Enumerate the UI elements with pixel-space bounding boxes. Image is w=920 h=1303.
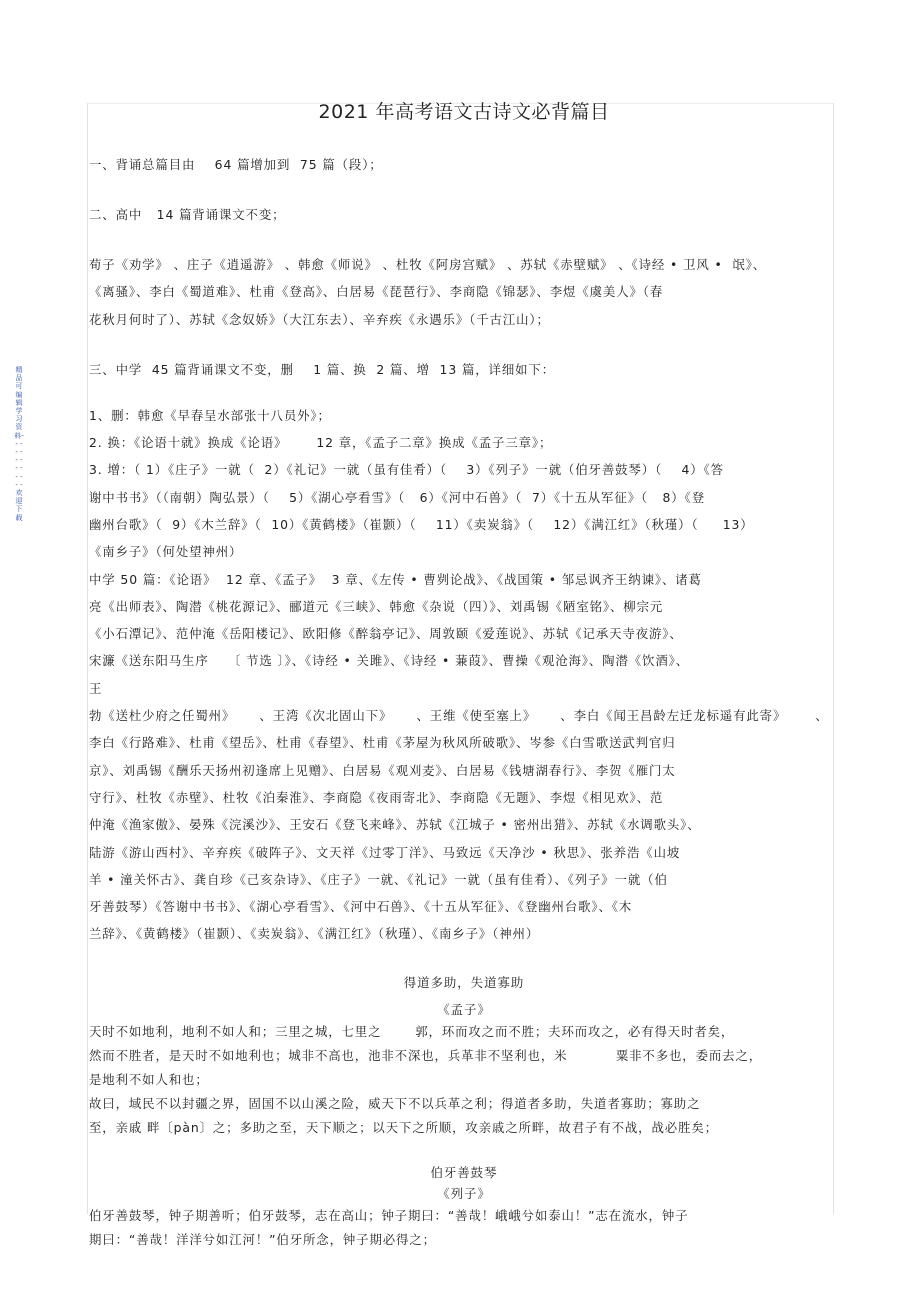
list-line: 陆游《游山西村》、辛弃疾《破阵子》、文天祥《过零丁洋》、马致远《天净沙 • 秋思》、张养浩《山坡 [89, 844, 681, 860]
document-title: 2021 年高考语文古诗文必背篇目 [318, 101, 610, 123]
list-line: 王 [89, 680, 103, 696]
section-1-text: 一、背诵总篇目由 64 篇增加到 75 篇（段）； [89, 157, 383, 172]
classic-line: 然而不胜者，是天时不如地利也；城非不高也，池非不深也，兵革非不坚利也，米 粟非不多也，委而去之， [89, 1047, 763, 1063]
classic-author: 《孟子》 [437, 1001, 491, 1017]
classic-line: 期曰：“善哉！洋洋兮如江河！”伯牙所念，钟子期必得之； [89, 1231, 436, 1247]
classic-line: 故曰，域民不以封疆之界，固国不以山溪之险，威天下不以兵革之利；得道者多助，失道者寡助；寡助之 [89, 1095, 701, 1111]
classic-text-liezi [89, 1162, 839, 1252]
document-body [89, 97, 839, 1252]
list-line: 荀子《劝学》 、庄子《逍遥游》 、韩愈《师说》 、杜牧《阿房宫赋》 、苏轼《赤壁赋》 、《诗经 • 卫风 • 氓》、 [89, 256, 767, 272]
list-line: 中学 50 篇：《论语》 12 章、《孟子》 3 章、《左传 • 曹刿论战》、《战国策 • 邹忌讽齐王纳谏》、诸葛 [89, 571, 702, 587]
list-line: 《离骚》、李白《蜀道难》、杜甫《登高》、白居易《琵琶行》、李商隐《锦瑟》、李煜《虞美人》（春 [89, 284, 664, 300]
list-line: 3. 增：（ 1）《庄子》一就（ 2）《礼记》一就（虽有佳肴）（ 3）《列子》一就（伯牙善鼓琴）（ 4）《答 [89, 462, 724, 478]
list-line: 仲淹《渔家傲》、晏殊《浣溪沙》、王安石《登飞来峰》、苏轼《江城子 • 密州出猎》、苏轼《水调歌头》、 [89, 817, 701, 833]
classic-title: 得道多助，失道寡助 [403, 974, 525, 990]
classic-text-mengzi [89, 972, 839, 1140]
side-watermark-note: 精品可编辑学习资料- - - - - - - - - - - - - 欢迎下载 [14, 366, 24, 522]
classic-line: 伯牙善鼓琴，钟子期善听；伯牙鼓琴，志在高山；钟子期曰：“善哉！峨峨兮如泰山！”志在流水，钟子 [89, 1207, 689, 1223]
list-line: 宋濂《送东阳马生序 〔 节选 〕》、《诗经 • 关雎》、《诗经 • 蒹葭》、曹操《观沧海》、陶潜《饮酒》、 [89, 653, 689, 669]
classic-line: 是地利不如人和也； [89, 1071, 209, 1087]
list-line: 守行》、杜牧《赤壁》、杜牧《泊秦淮》、李商隐《夜雨寄北》、李商隐《无题》、李煜《相见欢》、范 [89, 789, 664, 805]
middle-school-list [89, 402, 839, 948]
list-line: 兰辞》、《黄鹤楼》（崔颢）、《卖炭翁》、《满江红》（秋瑾）、《南乡子》（神州） [89, 926, 540, 942]
section-2-text: 二、高中 14 篇背诵课文不变； [89, 206, 286, 222]
classic-line: 至，亲戚 畔〔pàn〕之；多助之至，天下顺之；以天下之所顺，攻亲戚之所畔，故君子有不战，战必胜矣； [89, 1119, 718, 1135]
list-line: 李白《行路难》、杜甫《望岳》、杜甫《春望》、杜甫《茅屋为秋风所破歌》、岑参《白雪歌送武判官归 [89, 735, 676, 751]
list-line: 花秋月何时了）、苏轼《念奴娇》（大江东去）、辛弃疾《永遇乐》（千古江山）； [89, 312, 550, 328]
list-line: 《南乡子》（何处望神州） [89, 544, 243, 560]
list-line: 谢中书书》（（南朝）陶弘景）（ 5）《湖心亭看雪》（ 6）《河中石兽》（ 7）《十五从军征》（ 8）《登 [89, 489, 705, 505]
list-line: 2. 换：《论语十就》换成《论语》 12 章，《孟子二章》换成《孟子三章》； [89, 435, 553, 451]
list-line: 亮《出师表》、陶潜《桃花源记》、郦道元《三峡》、韩愈《杂说（四）》、刘禹锡《陋室铭》、柳宗元 [89, 598, 664, 614]
list-line: 《小石潭记》、范仲淹《岳阳楼记》、欧阳修《醉翁亭记》、周敦颐《爱莲说》、苏轼《记承天寺夜游》、 [89, 626, 683, 642]
classic-title: 伯牙善鼓琴 [430, 1164, 498, 1180]
high-school-list [89, 251, 839, 334]
list-line: 京》、刘禹锡《酬乐天扬州初逢席上见赠》、白居易《观刈麦》、白居易《钱塘湖春行》、李贺《雁门太 [89, 762, 676, 778]
list-line: 羊 • 潼关怀古》、龚自珍《己亥杂诗》、《庄子》一就、《礼记》一就（虽有佳肴）、《列子》一就（伯 [89, 871, 668, 887]
list-line: 幽州台歌》（ 9）《木兰辞》（ 10）《黄鹤楼》（崔颢）（ 11）《卖炭翁》（ 12）《满江红》（秋瑾）（ 13） [89, 516, 754, 532]
list-line: 牙善鼓琴）《答谢中书书》、《湖心亭看雪》、《河中石兽》、《十五从军征》、《登幽州台歌》、《木 [89, 899, 633, 915]
classic-author: 《列子》 [437, 1185, 491, 1201]
section-3-text: 三、中学 45 篇背诵课文不变，删 1 篇、换 2 篇、增 13 篇，详细如下： [89, 361, 555, 377]
classic-line: 天时不如地利，地利不如人和；三里之城，七里之 郭，环而攻之而不胜；夫环而攻之，必有得天时者矣， [89, 1023, 735, 1039]
list-line: 勃《送杜少府之任蜀州》 、王湾《次北固山下》 、王维《使至塞上》 、李白《闻王昌龄左迁龙标遥有此寄》 、 [89, 708, 829, 724]
list-line: 1、删：韩愈《早春呈水部张十八员外》； [89, 407, 331, 423]
